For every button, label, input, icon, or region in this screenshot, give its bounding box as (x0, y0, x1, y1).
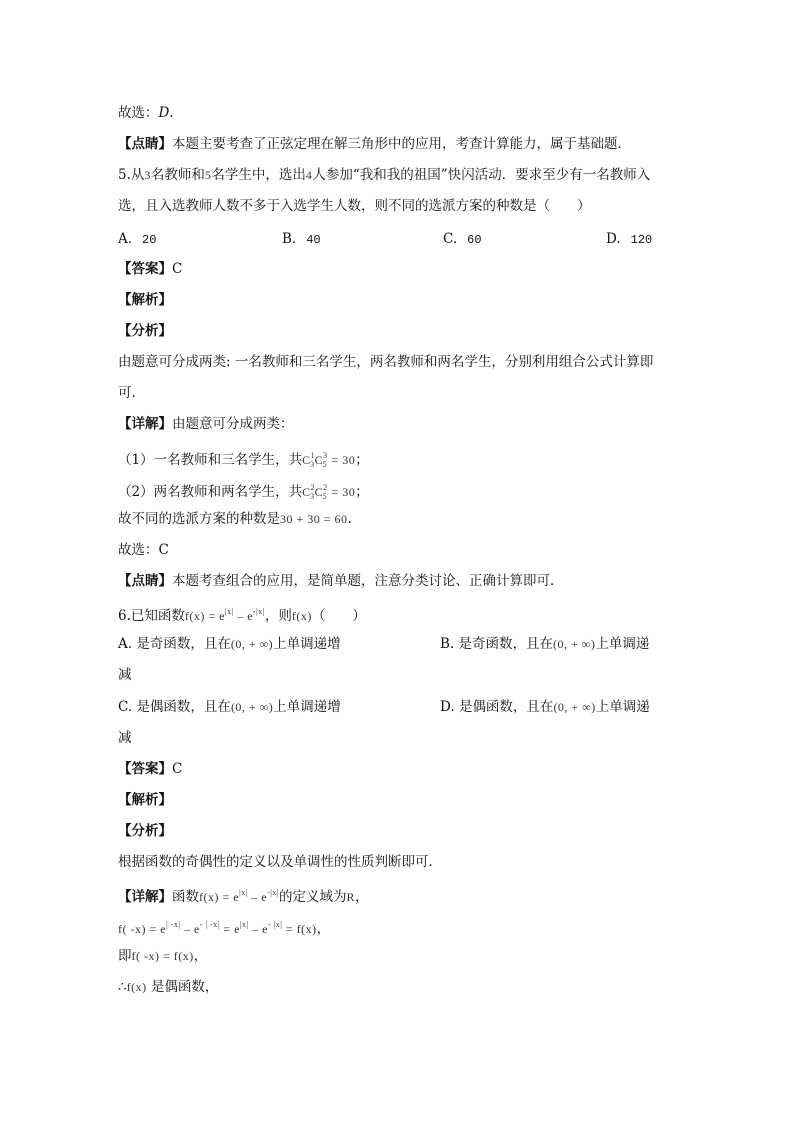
answer-letter: D (158, 105, 170, 121)
total-count: 故不同的选派方案的种数是30 + 30 = 60. (118, 511, 352, 527)
dianjing-prev: 【点睛】本题主要考查了正弦定理在解三角形中的应用，考查计算能力，属于基础题． (118, 136, 631, 152)
question-6: 6.已知函数$f(x) = e^{|x|} - e^{-|x|}$，则f(x)（ ） (118, 607, 366, 624)
answer-5: 【答案】C (118, 261, 183, 277)
question-5-line2: 选，且入选教师人数不多于入选学生人数，则不同的选派方案的种数是（ ） (118, 198, 591, 214)
q5-option-a: A. 20 (118, 231, 157, 247)
fenxi-6: 【分析】 (118, 823, 172, 839)
answer-6: 【答案】C (118, 761, 183, 777)
guxuan-5: 故选：C (118, 542, 169, 558)
function-definition: $f(x) = e^{|x|} - e^{-|x|}$ (184, 607, 265, 623)
question-5-line1: 5.从3名教师和5名学生中，选出4人参加“我和我的祖国”快闪活动．要求至少有一名教师入 (118, 167, 651, 183)
q6-option-c: C. 是偶函数，且在(0, + ∞)上单调递增 (118, 699, 341, 715)
even-check-equation: f( $-x) = e^{| -x|} - e^{- | -x|} = e^{|x|} - e^{- |x|} = f(x)$， (118, 920, 331, 937)
q5-option-b: B. 40 (282, 231, 321, 247)
combination-c31-c53: $C^1_3C^3_5$ (302, 451, 328, 469)
q6-option-b-wrap: 减 (118, 667, 132, 683)
xiangjie-5: 【详解】由题意可分成两类： (118, 416, 294, 432)
fenxi-5-text2: 可. (118, 385, 136, 401)
conclusion-line: ∴f(x) 是偶函数， (118, 979, 219, 995)
combination-c32-c52: $C^2_3C^2_5$ (302, 483, 328, 501)
q6-option-b: B. 是奇函数，且在(0, + ∞)上单调递 (440, 636, 650, 652)
q5-option-d: D. 120 (606, 231, 653, 247)
answer-line-prev: 故选：D. (118, 105, 174, 121)
xiangjie-6: 【详解】函数$f(x) = e^{|x|} - e^{-|x|}$的定义域为R， (118, 888, 369, 905)
fenxi-5-text1: 由题意可分成两类: 一名教师和三名学生，两名教师和两名学生，分别利用组合公式计算即 (118, 354, 654, 370)
function-expression: $f(x) = e^{|x|} - e^{-|x|}$ (199, 888, 279, 904)
jiexi-5: 【解析】 (118, 292, 172, 308)
fenxi-5: 【分析】 (118, 323, 172, 339)
even-equation: f( $-x) = e^{| -x|} - e^{- | -x|} = e^{|x|} - e^{- |x|} = f(x)$ (118, 920, 317, 936)
q6-option-d: D. 是偶函数，且在(0, + ∞)上单调递 (440, 699, 650, 715)
dianjing-5: 【点睛】本题考查组合的应用，是简单题，注意分类讨论、正确计算即可． (118, 573, 564, 589)
q5-option-c: C. 60 (443, 231, 482, 247)
fenxi-6-text: 根据函数的奇偶性的定义以及单调性的性质判断即可． (118, 854, 442, 870)
q6-option-d-wrap: 减 (118, 730, 132, 746)
case-2: （2）两名教师和两名学生，共$C^2_3C^2_5 = 30$； (118, 483, 369, 501)
case-1: （1）一名教师和三名学生，共$C^1_3C^3_5 = 30$； (118, 451, 369, 469)
jiexi-6: 【解析】 (118, 792, 172, 808)
q6-option-a: A. 是奇函数，且在(0, + ∞)上单调递增 (118, 636, 341, 652)
ji-line: 即f( -x) = f(x)， (118, 948, 208, 964)
